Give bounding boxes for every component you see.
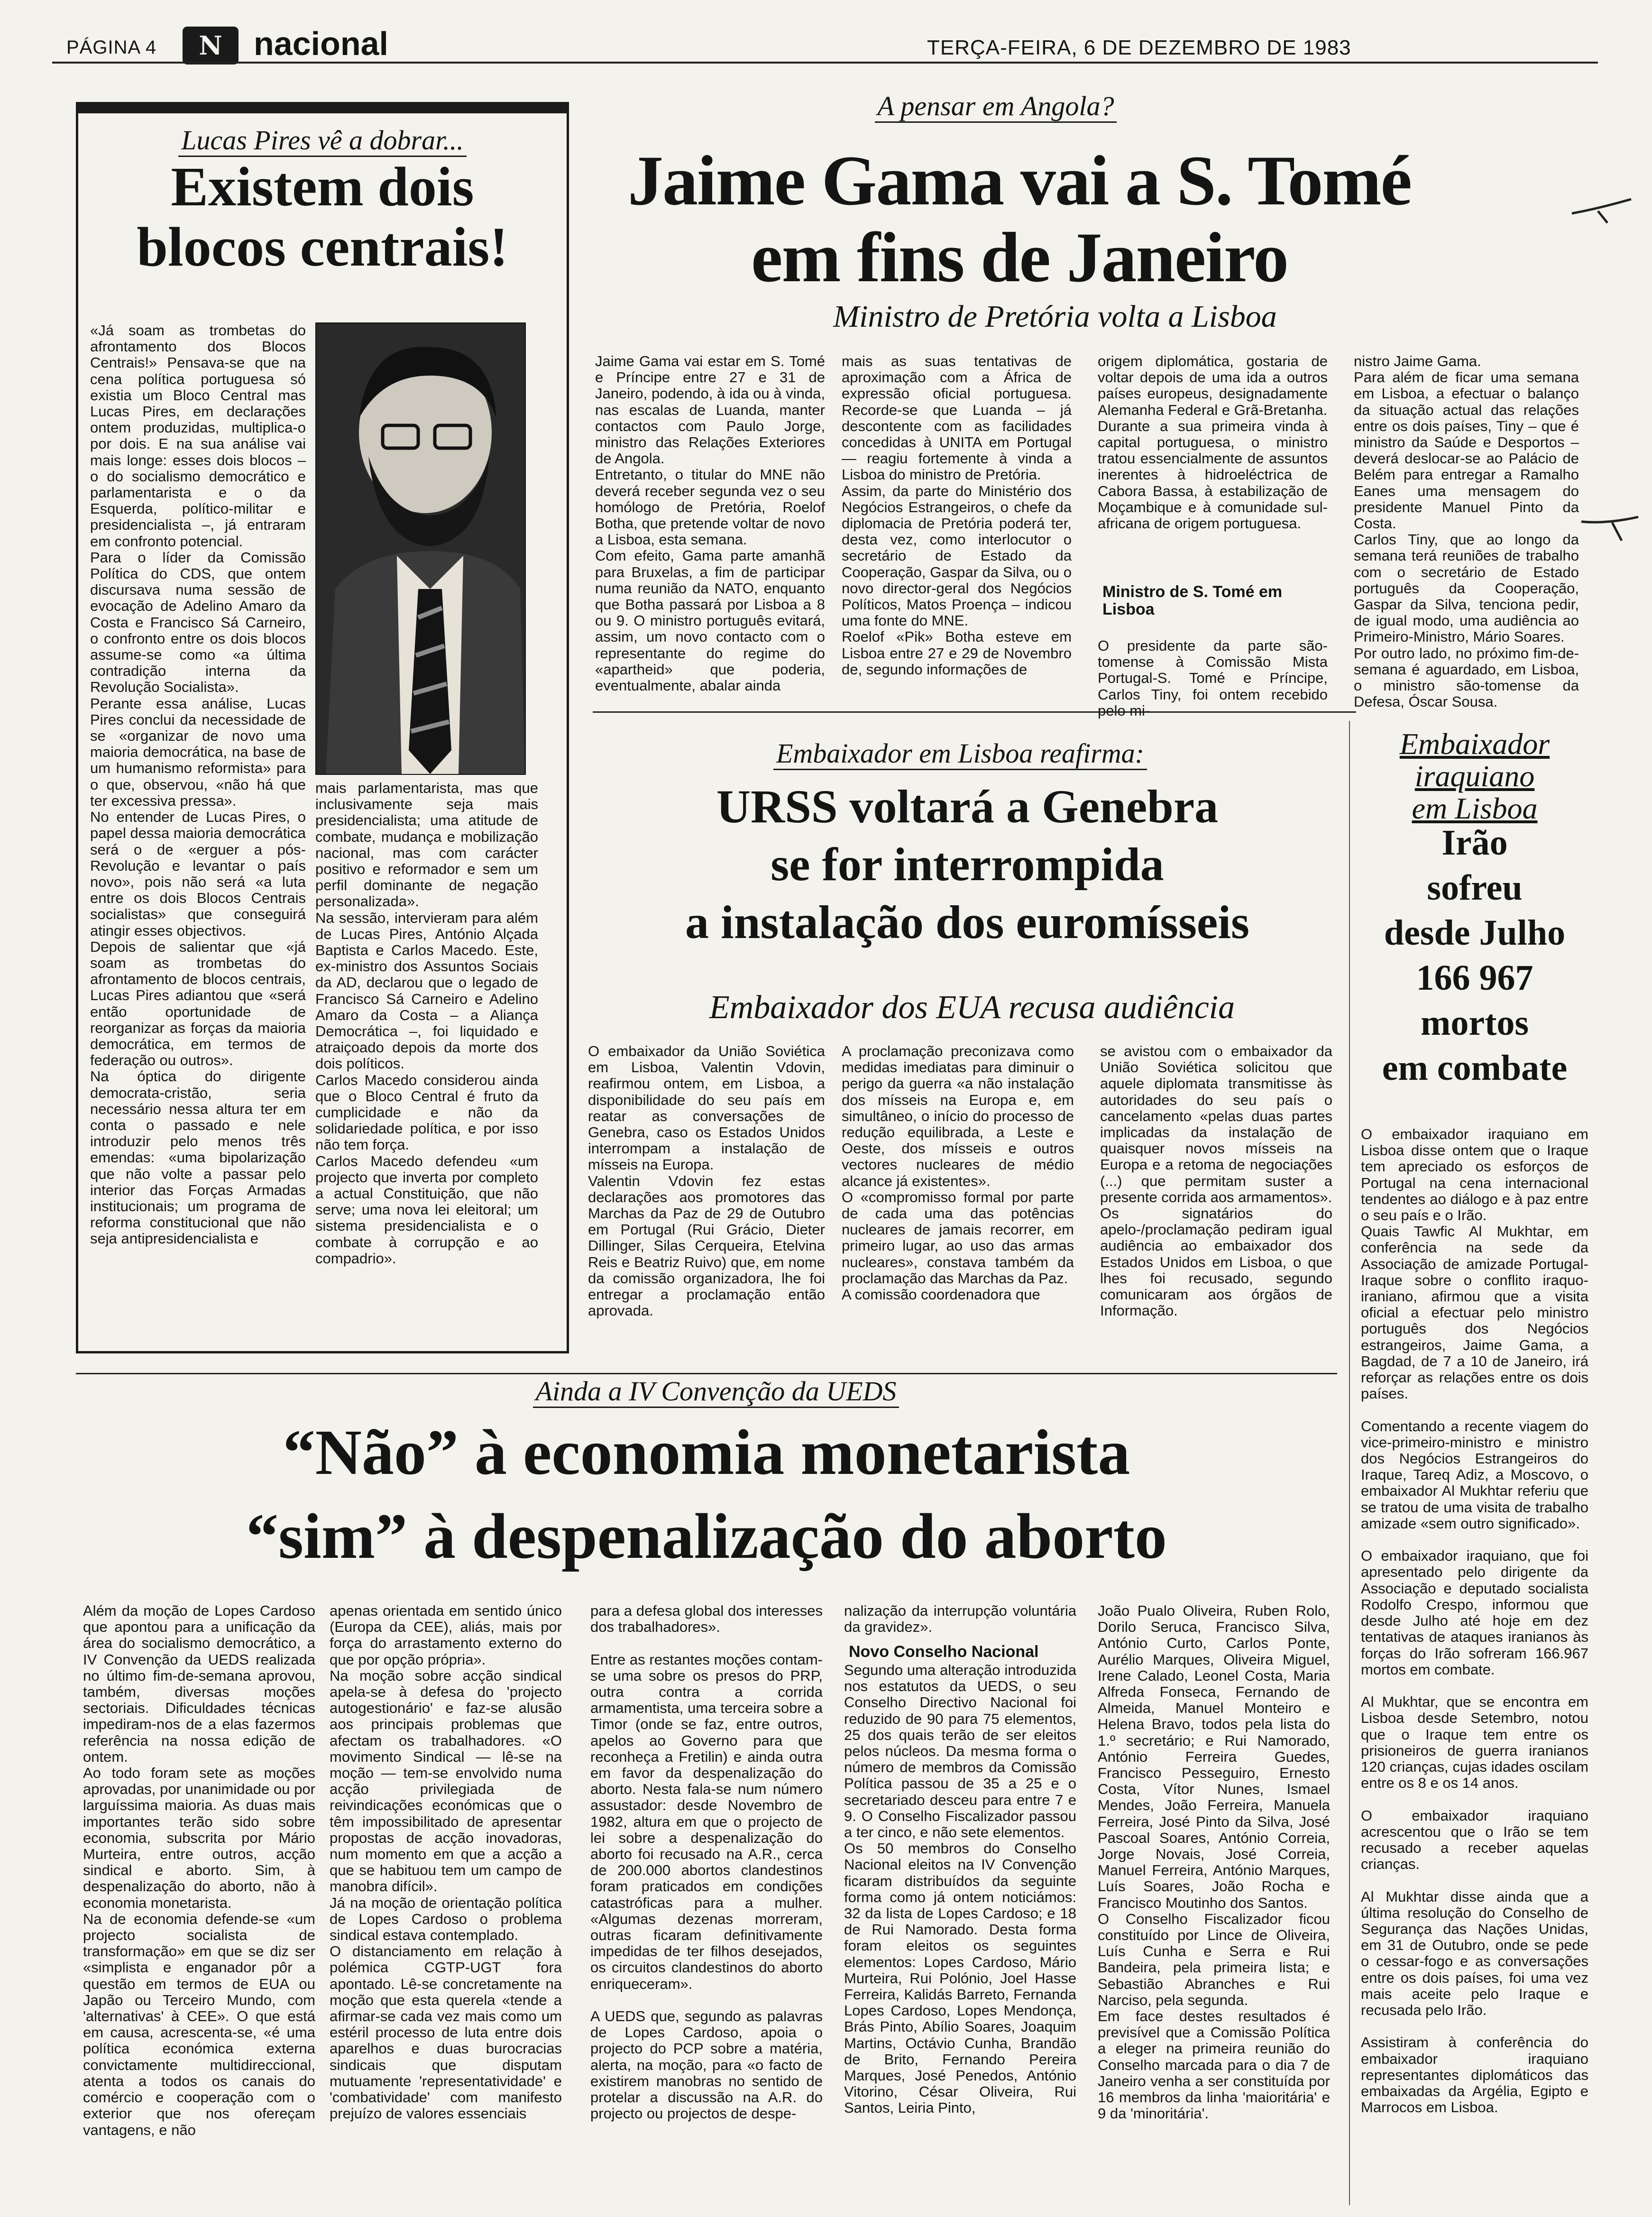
gama-column-4: nistro Jaime Gama. Para além de ficar uma semana em Lisboa, a efectuar o balanço da situação actual das relações entre os dois países, Tiny – que é ministro da Saúde e Desportos – deverá deslocar-se ao Palácio de Belém para entregar a Ramalho Eanes uma mensagem do presidente Manuel Pinto da Costa. Carlos Tiny, que ao longo da semana terá reuniões de trabalho com o secretário de Estado português da Cooperação, Gaspar da Silva, tenciona pedir, de igual modo, uma audiência ao Primeiro-Ministro, Mário Soares. Por outro lado, no próximo fim-de-semana é aguardado, em Lisboa, o ministro são-tomense da Defesa, Óscar Sousa. [1354, 353, 1579, 710]
lucas-pires-column-2: mais parlamentarista, mas que inclusivamente seja mais presidencialista; uma atitude de combate, mudança e mobilização nacional, mas com carácter positivo e reformador e sem um perfil dominante de negação personalizada». Na sessão, intervieram para além de Lucas Pires, António Alçada Baptista e Carlos Macedo. Este, ex-ministro dos Assuntos Sociais da AD, declarou que o legado de Francisco Sá Carneiro e Adelino Amaro da Costa – a Aliança Democrática –, foi liquidado e atraiçoado depois da morte dos dois políticos. Carlos Macedo considerou ainda que o Bloco Central é fruto da cumplicidade e não da solidariedade política, e por isso não tem força. Carlos Macedo defendeu «um projecto que inverta por completo a actual Constituição, que não serve; uma nova lei eleitoral; um sistema presidencialista e o combate à corrupção e ao compadrio». [315, 780, 538, 1267]
page-number: PÁGINA 4 [66, 37, 157, 58]
gama-headline-line1: Jaime Gama vai a S. Tomé [627, 141, 1412, 220]
urss-headline-line3: a instalação dos euromísseis [685, 896, 1249, 948]
ueds-column-5: João Pualo Oliveira, Ruben Rolo, Dorilo Seruca, Francisco Silva, António Curto, Carlos Ponte, Aurélio Marques, Oliveira Miguel, Irene Calado, Leonel Costa, Maria Alfreda Fonseca, Fernando de Almeida, Manuel Monteiro e Helena Bravo, todos pela lista do 1.º secretário; e Rui Namorado, António Ferreira Guedes, Francisco Pesseguiro, Ernesto Costa, Vítor Nunes, Ismael Mendes, João Ferreira, Manuela Ferreira, José Pinto da Silva, José Pascoal Soares, António Correia, Jorge Novais, José Correia, Manuel Ferreira, António Marques, Luís Soares, João Rocha e Francisco Moutinho dos Santos. O Conselho Fiscalizador ficou constituído por Lince de Oliveira, Luís Cunha e Serra e Rui Bandeira, pela primeira lista; e Sebastião Abranches e Rui Narciso, pela segunda. Em face destes resultados é previsível que a Comissão Política a eleger na primeira reunião do Conselho marcada para o dia 7 de Janeiro venha a ser constituída por 16 membros da linha 'maioritária' e 9 da 'minoritária'. [1098, 1602, 1330, 2122]
urss-kicker-text: Embaixador em Lisboa reafirma: [773, 738, 1147, 770]
ueds-top-rule [76, 1373, 1337, 1374]
iraq-headline-line4: 166 967 [1416, 958, 1533, 998]
iraq-headline-line3: desde Julho [1384, 913, 1566, 953]
ueds-column-3: para a defesa global dos interesses dos trabalhadores». Entre as restantes moções contam-se uma sobre os presos do PRP, outra contra a corrida armamentista, uma terceira sobre a Timor (onde se faz, entre outros, apelos ao Governo para que reconheça a Fretilin) e ainda outra em favor da despenalização do aborto. Nesta fala-se num número assustador: desde Novembro de 1982, altura em que o projecto de lei sobre a despenalização do aborto foi recusado na A.R., cerca de 200.000 abortos clandestinos foram praticados em condições catastróficas para a mulher. «Algumas dezenas morreram, outras ficaram definitivamente impedidas de ter filhos desejados, os circuitos clandestinos do aborto enriqueceram». A UEDS que, segundo as palavras de Lopes Cardoso, apoia o projecto do PCP sobre a matéria, alerta, na moção, para «o facto de existirem manobras no sentido de protelar a discussão na A.R. do projecto ou projectos de despe- [590, 1602, 823, 2122]
iraq-kicker-line1: Embaixador [1399, 727, 1550, 761]
iraq-headline-line1: Irão [1441, 823, 1508, 863]
ueds-headline-line1: “Não” à economia monetarista [283, 1417, 1130, 1488]
ueds-column-4a: nalização da interrupção voluntária da gravidez». [844, 1602, 1076, 1636]
gama-kicker-text: A pensar em Angola? [875, 91, 1117, 123]
iraq-kicker-line2: iraquiano [1414, 759, 1535, 793]
gama-headline [593, 142, 1446, 296]
urss-kicker [616, 737, 1304, 769]
urss-headline-line2: se for interrompida [771, 838, 1164, 891]
lucas-pires-kicker [90, 124, 555, 156]
portrait-image [316, 323, 525, 774]
iraq-column-rule [1349, 721, 1350, 2205]
lucas-pires-headline-line1: Existem dois [171, 156, 474, 218]
iraq-kicker [1361, 728, 1588, 825]
gama-column-2: mais as suas tentativas de aproximação com a África de expressão oficial portuguesa. Recorde-se que Luanda – já descontente com as facilidades concedidas à UNITA em Portugal — reagiu fortemente à vinda a Lisboa do ministro de Pretória. Assim, da parte do Ministério dos Negócios Estrangeiros, o chefe da diplomacia de Pretória poderá ter, desta vez, como interlocutor o secretário de Estado da Cooperação, Gaspar da Silva, ou o novo director-geral dos Negócios Políticos, Matos Proença – indicou uma fonte do MNE. Roelof «Pik» Botha esteve em Lisboa entre 27 e 29 de Novembro de, segundo informações de [842, 353, 1072, 678]
ueds-column-4b: Segundo uma alteração introduzida nos estatutos da UEDS, o seu Conselho Directivo Nacional foi reduzido de 90 para 75 elementos, 25 dos quais terão de ser eleitos pelos núcleos. Da mesma forma o número de membros da Comissão Política passou de 35 a 25 e o secretariado desceu para entre 7 e 9. O Conselho Fiscalizador passou a ter cinco, e não sete elementos. Os 50 membros do Conselho Nacional eleitos na IV Convenção ficaram distribuídos da seguinte forma como já ontem noticiámos: 32 da lista de Lopes Cardoso; e 18 de Rui Namorado. Desta forma foram eleitos os seguintes elementos: Lopes Cardoso, Mário Murteira, Rui Polónio, Joel Hasse Ferreira, Kalidás Barreto, Fernanda Lopes Cardoso, Lopes Mendonça, Brás Pinto, Abílio Soares, Joaquim Martins, Octávio Cunha, Brandão de Brito, Fernando Pereira Marques, José Penedos, António Vitorino, César Oliveira, Rui Santos, Leiria Pinto, [844, 1662, 1076, 2116]
urss-column-2: A proclamação preconizava como medidas imediatas para diminuir o perigo da guerra «a não instalação dos mísseis na Europa e, em simultâneo, o início do processo de redução equilibrada, a Leste e Oeste, dos mísseis e outros vectores nucleares de médio alcance já existentes». O «compromisso formal por parte de cada uma das potências nucleares de jamais recorrer, em primeiro lugar, ao uso das armas nucleares», constava também da proclamação das Marchas da Paz. A comissão coordenadora que [842, 1043, 1074, 1303]
gama-subhead: Ministro de Pretória volta a Lisboa [833, 299, 1277, 334]
lucas-pires-kicker-text: Lucas Pires vê a dobrar... [178, 125, 467, 157]
iraq-headline-line6: em combate [1382, 1048, 1568, 1088]
gama-column-3b: O presidente da parte são-tomense à Comissão Mista Portugal-S. Tomé e Príncipe, Carlos Tiny, foi ontem recebido pelo mi- [1098, 637, 1328, 719]
iraq-headline-line5: mortos [1421, 1003, 1529, 1043]
iraq-body: O embaixador iraquiano em Lisboa disse ontem que o Iraque tem apreciado os esforços de Portugal na cena internacional tendentes ao diálogo e à paz entre o seu país e o Irão. Quais Tawfic Al Mukhtar, em conferência na sede da Associação de amizade Portugal-Iraque sobre o conflito iraquo-iraniano, afirmou que a visita oficial a efectuar pelo ministro português dos Negócios estrangeiros, Jaime Gama, a Bagdad, de 7 a 10 de Janeiro, irá reforçar as relações entre os dois países. Comentando a recente viagem do vice-primeiro-ministro e ministro dos Negócios Estrangeiros do Iraque, Tareq Adiz, a Moscovo, o embaixador Al Mukhtar referiu que se tratou de uma visita de trabalho amizade «sem outro significado». O embaixador iraquiano, que foi apresentado pelo dirigente da Associação e deputado socialista Rodolfo Crespo, informou que desde Julho até hoje em dez tentativas de ataques iranianos às forças do Irão sofreram 166.967 mortos em combate. Al Mukhtar, que se encontra em Lisboa desde Setembro, notou que o Iraque tem entre os prisioneiros de guerra iranianos 120 crianças, cujas idades oscilam entre os 8 e os 14 anos. O embaixador iraquiano acrescentou que o Irão se tem recusado a receber aquelas crianças. Al Mukhtar disse ainda que a última resolução do Conselho de Segurança das Nações Unidas, em 31 de Outubro, onde se pede o cessar-fogo e as conversações entre os dois países, foi uma vez mais aceite pelo Iraque e recusada pelo Irão. Assistiram à conferência do embaixador iraquiano representantes diplomáticos das embaixadas da Argélia, Egipto e Marrocos em Lisboa. [1361, 1126, 1588, 2116]
iraq-kicker-line3: em Lisboa [1412, 791, 1538, 825]
gama-bottom-rule [593, 711, 1356, 713]
iraq-headline-line2: sofreu [1427, 868, 1523, 908]
gama-kicker [664, 90, 1328, 122]
issue-date: TERÇA-FEIRA, 6 DE DEZEMBRO DE 1983 [927, 36, 1351, 59]
lucas-pires-photo [315, 322, 526, 775]
header-rule [52, 62, 1598, 64]
ueds-column-2: apenas orientada em sentido único (Europa da CEE), aliás, mais por força do arrastamento externo do que por opção própria». Na moção sobre acção sindical apela-se à defesa do 'projecto autogestionário' e faz-se alusão aos principais problemas que afectam os trabalhadores. «O movimento Sindical — lê-se na moção — tem-se envolvido numa acção privilegiada de reivindicações económicas que o têm impossibilitado de apresentar propostas de acção inovadoras, num momento em que a acção a que se habituou tem um campo de manobra difícil». Já na moção de orientação política de Lopes Cardoso o problema sindical estava contemplado. O distanciamento em relação à polémica CGTP-UGT fora apontado. Lê-se concretamente na moção que esta querela «tende a afirmar-se cada vez mais como um estéril processo de luta entre dois aparelhos e duas burocracias sindicais que disputam mutuamente 'representatividade' e 'combatividade' com manifesto prejuízo de valores essenciais [330, 1602, 562, 2122]
urss-headline [588, 778, 1347, 951]
gama-crosshead: Ministro de S. Tomé em Lisboa [1102, 583, 1283, 618]
ueds-headline [76, 1411, 1337, 1579]
urss-headline-line1: URSS voltará a Genebra [716, 780, 1219, 833]
iraq-headline [1361, 820, 1588, 1091]
ueds-kicker-text: Ainda a IV Convenção da UEDS [533, 1376, 899, 1408]
newspaper-logo-icon: N [183, 27, 239, 64]
lucas-pires-headline-line2: blocos centrais! [137, 216, 508, 278]
lucas-pires-headline [85, 156, 560, 277]
scan-mark-icon-2 [1579, 503, 1641, 545]
scan-mark-icon [1569, 190, 1636, 228]
urss-column-1: O embaixador da União Soviética em Lisboa, Valentin Vdovin, reafirmou ontem, em Lisboa, a disponibilidade do seu país em reatar as conversações de Genebra, caso os Estados Unidos interrompam a instalação de mísseis na Europa. Valentin Vdovin fez estas declarações aos promotores das Marchas da Paz de 29 de Outubro em Portugal (Rui Grácio, Dieter Dillinger, Silas Cerqueira, Etelvina Reis e Beatriz Ruivo) que, em nome da comissão organizadora, lhe foi entregar a proclamação então aprovada. [588, 1043, 825, 1319]
lucas-pires-column-1: «Já soam as trombetas do afrontamento dos Blocos Centrais!» Pensava-se que na cena política portuguesa só existia um Bloco Central mas Lucas Pires, em declarações ontem produzidas, multiplica-o por dois. E na sua análise vai mais longe: esses dois blocos – o do socialismo democrático e parlamentarista e o da Esquerda, político-militar e presidencialista –, já entraram em confronto potencial. Para o líder da Comissão Política do CDS, que ontem discursava numa sessão de evocação de Adelino Amaro da Costa e Francisco Sá Carneiro, o confronto entre os dois blocos assume-se como «a última contradição interna da Revolução Socialista». Perante essa análise, Lucas Pires conclui da necessidade de se «organizar de novo uma maioria democrática, na base de um humanismo reformista» para o que, observou, «não há que ter excessiva pressa». No entender de Lucas Pires, o papel dessa maioria democrática será o de «erguer a pós-Revolução e levantar o país novo», pois não será «a luta entre os dois Blocos Centrais socialistas» que conseguirá atingir esses objectivos. Depois de salientar que «já soam as trombetas do afrontamento de blocos centrais, Lucas Pires adiantou que «será então oportunidade de reorganizar as forças da maioria democrática, em termos de federação ou outros». Na óptica do dirigente democrata-cristão, seria necessário nessa altura ter em conta o passado e nele introduzir pelo menos três emendas: «uma bipolarização que não volte a passar pelo interior das Forças Armadas institucionais; um programa de reforma constitucional que não seja antipresidencialista e [90, 322, 306, 1247]
gama-column-3a: origem diplomática, gostaria de voltar depois de uma ida a outros países europeus, designadamente Alemanha Federal e Grã-Bretanha. Durante a sua primeira vinda à capital portuguesa, o ministro tratou essencialmente de assuntos inerentes à hidroeléctrica de Cabora Bassa, à estabilização de Moçambique e à comunidade sul-africana de origem portuguesa. [1098, 353, 1328, 532]
urss-subhead: Embaixador dos EUA recusa audiência [709, 989, 1235, 1026]
ueds-column-1: Além da moção de Lopes Cardoso que apontou para a unificação da área do socialismo democrático, a IV Convenção da UEDS realizada no último fim-de-semana aprovou, também, diversas moções sectoriais. Dificuldades técnicas impediram-nos de a elas fazermos referência na nossa edição de ontem. Ao todo foram sete as moções aprovadas, por unanimidade ou por larguíssima maioria. As duas mais importantes terão sido sobre economia, subscrita por Mário Murteira, entre outros, acção sindical e aborto. Sim, à despenalização do aborto, não à economia monetarista. Na de economia defende-se «um projecto socialista de transformação» em que se diz ser «simplista e enganador pôr a questão em termos de EUA ou Japão ou Terceiro Mundo, com 'alternativas' à CEE». O que está em causa, acrescenta-se, «é uma política económica externa convictamente multidireccional, atenta a todos os canais do comércio e cooperação com o exterior que nos ofereçam vantagens, e não [83, 1602, 315, 2138]
gama-column-1: Jaime Gama vai estar em S. Tomé e Príncipe entre 27 e 31 de Janeiro, podendo, à ida ou à vinda, nas escalas de Luanda, manter contactos com Paulo Jorge, ministro das Relações Exteriores de Angola. Entretanto, o titular do MNE não deverá receber segunda vez o seu homólogo de Pretória, Roelof Botha, que pretende voltar de novo a Lisboa, esta semana. Com efeito, Gama parte amanhã para Bruxelas, a fim de participar numa reunião da NATO, enquanto que Botha passará por Lisboa a 8 ou 9. O ministro português evitará, assim, um novo contacto com o representante do regime do «apartheid» que poderia, eventualmente, abalar ainda [595, 353, 825, 694]
ueds-headline-line2: “sim” à despenalização do aborto [246, 1500, 1167, 1572]
ueds-crosshead: Novo Conselho Nacional [849, 1643, 1039, 1661]
section-title: nacional [254, 25, 388, 62]
ueds-kicker [266, 1375, 1166, 1407]
urss-column-3: se avistou com o embaixador da União Soviética solicitou que aquele diplomata transmitisse às autoridades do seu país o cancelamento «pelas duas partes implicadas da instalação de quaisquer novos mísseis na Europa e a retoma de negociações (...) que permitam suster a presente corrida aos armamentos». Os signatários do apelo-/proclamação pediram igual audiência ao embaixador dos Estados Unidos em Lisboa, o que lhes foi recusado, segundo comunicaram aos órgãos de Informação. [1100, 1043, 1332, 1319]
gama-headline-line2: em fins de Janeiro [751, 218, 1288, 297]
